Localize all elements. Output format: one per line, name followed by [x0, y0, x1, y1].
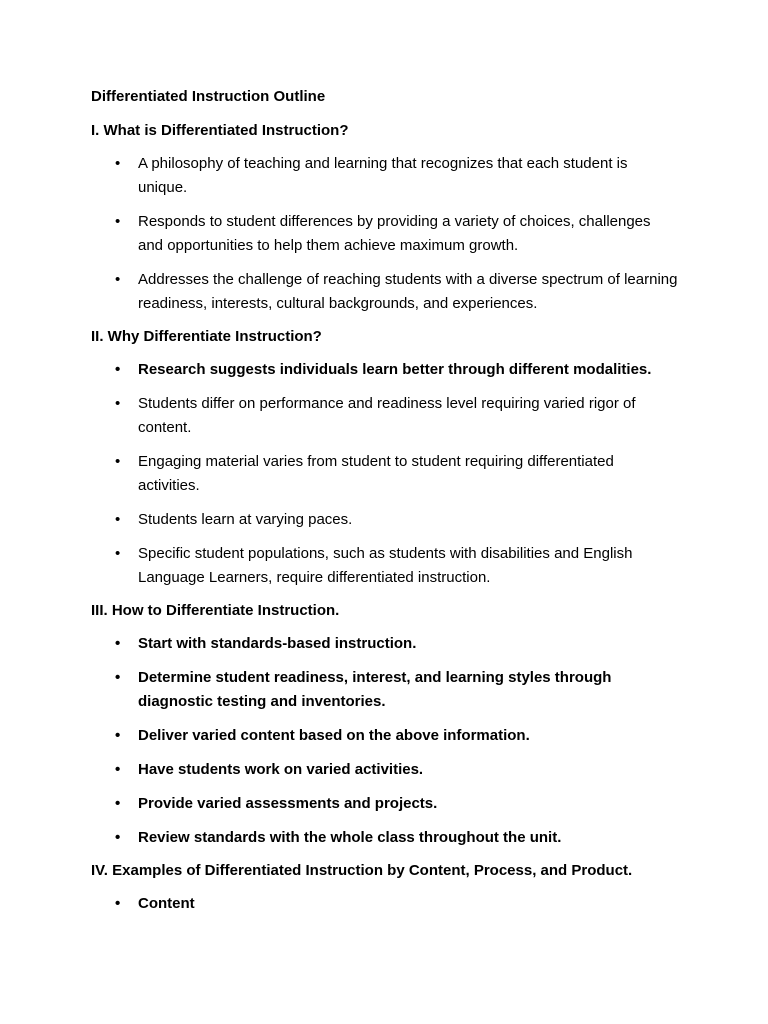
list-item-text: Students differ on performance and readiness level requiring varied rigor of content.: [138, 395, 636, 436]
bullet-icon: •: [115, 545, 121, 562]
bullet-icon: •: [115, 213, 121, 230]
section-3-list: [91, 632, 691, 850]
list-item: [91, 358, 678, 382]
list-item-text: Provide varied assessments and projects.: [138, 795, 438, 812]
list-item-text: Engaging material varies from student to student requiring differentiated activities.: [138, 453, 614, 494]
section-heading-3: III. How to Differentiate Instruction.: [91, 602, 340, 619]
section-2-list: [91, 358, 691, 590]
document-title: Differentiated Instruction Outline: [91, 88, 326, 105]
list-item-text: Specific student populations, such as students with disabilities and English Language Learners, require differentiated instruction.: [138, 545, 633, 586]
list-item-text: A philosophy of teaching and learning that recognizes that each student is unique.: [138, 155, 628, 196]
list-item-text: Have students work on varied activities.: [138, 761, 424, 778]
list-item: [91, 724, 678, 748]
list-item-text: Review standards with the whole class throughout the unit.: [138, 829, 562, 846]
bullet-icon: •: [115, 271, 121, 288]
bullet-icon: •: [115, 895, 121, 912]
list-item: [91, 210, 678, 258]
section-4-list: [91, 892, 691, 916]
bullet-icon: •: [115, 829, 121, 846]
list-item-text: Addresses the challenge of reaching students with a diverse spectrum of learning readiness, interests, cultural backgrounds, and experiences.: [138, 271, 678, 312]
bullet-icon: •: [115, 727, 121, 744]
list-item-text: Students learn at varying paces.: [138, 511, 353, 528]
list-item-text: Content: [138, 895, 195, 912]
bullet-icon: •: [115, 395, 121, 412]
bullet-icon: •: [115, 453, 121, 470]
section-1-list: [91, 152, 691, 316]
list-item-text: Research suggests individuals learn better through different modalities.: [138, 361, 652, 378]
list-item: [91, 632, 678, 656]
list-item: [91, 666, 678, 714]
list-item-text: Start with standards-based instruction.: [138, 635, 417, 652]
list-item: [91, 392, 678, 440]
bullet-icon: •: [115, 795, 121, 812]
bullet-icon: •: [115, 361, 121, 378]
list-item: [91, 508, 678, 532]
list-item: [91, 892, 678, 916]
section-heading-1: I. What is Differentiated Instruction?: [91, 122, 349, 139]
document-content: [91, 86, 691, 926]
list-item: [91, 826, 678, 850]
list-item-text: Determine student readiness, interest, and learning styles through diagnostic testing and inventories.: [138, 669, 612, 710]
list-item: [91, 268, 678, 316]
list-item: [91, 542, 678, 590]
list-item-text: Deliver varied content based on the above information.: [138, 727, 530, 744]
section-heading-2: II. Why Differentiate Instruction?: [91, 328, 322, 345]
bullet-icon: •: [115, 669, 121, 686]
bullet-icon: •: [115, 635, 121, 652]
list-item: [91, 152, 678, 200]
bullet-icon: •: [115, 761, 121, 778]
bullet-icon: •: [115, 155, 121, 172]
list-item: [91, 792, 678, 816]
list-item-text: Responds to student differences by providing a variety of choices, challenges and opportunities to help them achieve maximum growth.: [138, 213, 651, 254]
bullet-icon: •: [115, 511, 121, 528]
list-item: [91, 450, 678, 498]
list-item: [91, 758, 678, 782]
section-heading-4: IV. Examples of Differentiated Instruction by Content, Process, and Product.: [91, 862, 633, 879]
